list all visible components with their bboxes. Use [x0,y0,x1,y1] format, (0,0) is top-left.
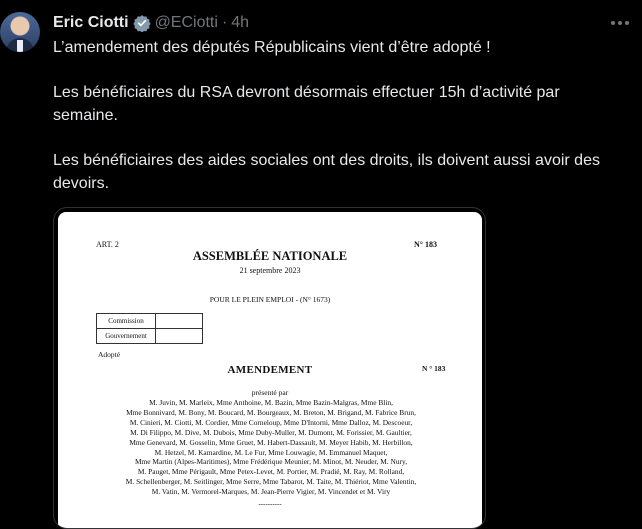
doc-status-table [96,313,203,344]
table-row [97,329,203,344]
tweet-text [53,36,628,217]
table-cell-gouvernement: Gouvernement [97,329,156,344]
more-icon[interactable] [606,12,634,34]
header-separator: · [221,14,228,31]
doc-article: ART. 2 [96,240,119,249]
verified-badge-icon[interactable] [133,14,151,32]
table-row [97,314,203,329]
doc-date: 21 septembre 2023 [239,266,301,275]
author-line: M. Di Filippo, M. Dive, M. Dubois, Mme Duby-Muller, M. Dumont, M. Forissier, M. Gaultier, [130,427,412,437]
avatar-shirt [17,40,23,52]
doc-bill: POUR LE PLEIN EMPLOI - (N° 1673) [209,295,331,304]
amendment-document [58,212,482,529]
author-line: M. Hetzel, M. Kamardine, M. Le Fur, Mme Louwagie, M. Emmanuel Maquet, [154,447,388,457]
doc-title: ASSEMBLÉE NATIONALE [192,249,348,263]
tweet-paragraph-1: L’amendement des députés Républicains vient d’être adopté ! [53,39,491,56]
author-handle[interactable]: @ECiotti [154,14,218,31]
author-name[interactable]: Eric Ciotti [53,14,129,31]
author-line: M. Juvin, M. Marleix, Mme Anthoine, M. Bazin, Mme Bazin-Malgras, Mme Blin, [149,398,393,407]
doc-number-top: N° 183 [414,240,437,249]
tweet-time[interactable]: 4h [231,14,250,31]
doc-heading: AMENDEMENT [227,364,313,376]
tweet-header [53,12,249,34]
author-line: Mme Bonnivard, M. Bony, M. Boucard, M. Bourgeaux, M. Breton, M. Brigand, M. Fabrice Brun, [126,407,416,417]
doc-presented-by: présenté par [251,388,289,397]
doc-authors [86,398,456,497]
tweet-paragraph-2: Les bénéficiaires du RSA devront désormais effectuer 15h d’activité par semaine. [53,84,560,124]
author-line: M. Pauget, Mme Périgault, Mme Petex-Levet, M. Portier, M. Pradié, M. Ray, M. Rolland, [137,467,405,477]
table-cell-empty [156,329,203,344]
author-line: M. Cinieri, M. Ciotti, M. Cordier, Mme Corneloup, Mme D'Intorni, Mme Dalloz, M. Descoeur, [129,417,413,427]
tweet-paragraph-3: Les bénéficiaires des aides sociales ont des droits, ils doivent aussi avoir des devoirs. [53,152,600,192]
doc-adopted: Adopté [98,350,121,359]
table-cell-commission: Commission [97,314,156,329]
table-cell-empty [156,314,203,329]
author-line: Mme Martin (Alpes-Maritimes), Mme Frédérique Meunier, M. Minot, M. Neuder, M. Nury, [134,457,408,467]
doc-number-heading: N ° 183 [422,364,446,373]
author-line: Mme Genevard, M. Gosselin, Mme Gruet, M. Habert-Dassault, M. Meyer Habib, M. Herbillon, [129,437,413,447]
tweet-media[interactable] [53,207,486,529]
avatar[interactable] [0,12,40,52]
author-line: M. Vatin, M. Vermorel-Marques, M. Jean-Pierre Vigier, M. Vincendet et M. Viry [151,487,391,497]
author-line: M. Schellenberger, M. Seitlinger, Mme Serre, Mme Tabarot, M. Taite, M. Thiériot, Mme Valentin, [125,477,417,487]
doc-separator: ---------- [258,500,282,508]
